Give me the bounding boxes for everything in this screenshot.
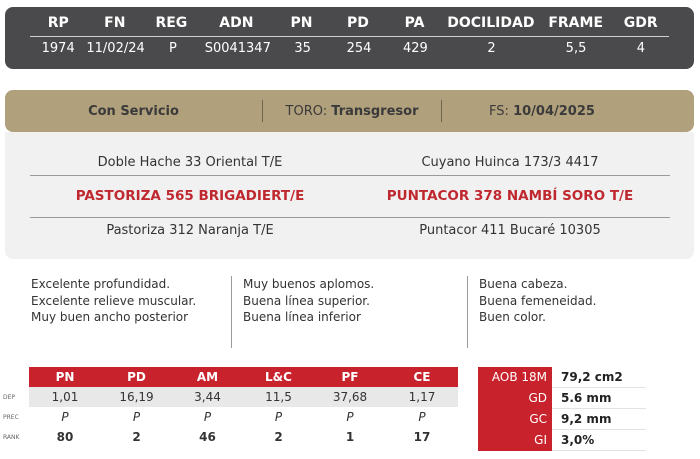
carcass-key-gi: GI (478, 430, 552, 451)
description-divider (231, 276, 232, 348)
header-reg: REG (155, 15, 188, 31)
header-adn: ADN (219, 15, 254, 31)
value-rp: 1974 (41, 41, 75, 56)
fs-label: FS: (489, 103, 509, 119)
value-gdr: 4 (636, 41, 645, 56)
value-pn: 35 (294, 41, 311, 56)
value-adn: S0041347 (204, 41, 271, 56)
dep-ce: 1,17 (386, 387, 458, 407)
header-gdr: GDR (623, 15, 658, 31)
prec-pn: P (29, 407, 101, 427)
animal-id-value-row (30, 41, 669, 56)
prec-ce: P (386, 407, 458, 427)
carcass-key-gc: GC (478, 409, 552, 430)
row-label-rank: RANK (3, 434, 20, 441)
animal-id-table (5, 7, 694, 69)
carcass-value-gc: 9,2 mm (552, 409, 646, 430)
dep-pd: 16,19 (101, 387, 172, 407)
rank-am: 46 (172, 427, 243, 447)
service-bar (5, 90, 694, 132)
value-fn: 11/02/24 (86, 41, 145, 56)
toro-label: TORO: (285, 103, 328, 119)
service-fs (442, 104, 642, 119)
description-line: Buena cabeza. (479, 277, 568, 291)
description-line: Muy buen ancho posterior (31, 310, 189, 324)
value-reg: P (169, 41, 177, 56)
pedigree-sire-sire: Doble Hache 33 Oriental T/E (97, 155, 283, 170)
description-column-3 (479, 276, 679, 348)
header-pn: PN (290, 15, 313, 31)
description-line: Buen color. (479, 310, 546, 324)
fs-date: 10/04/2025 (513, 103, 595, 119)
toro-name: Transgresor (331, 103, 419, 119)
carcass-key-gd: GD (478, 388, 552, 409)
value-frame: 5,5 (565, 41, 587, 56)
pedigree-dam-sire: Cuyano Huinca 173/3 4417 (421, 155, 599, 170)
service-status: Con Servicio (88, 103, 179, 119)
value-docilidad: 2 (487, 41, 496, 56)
carcass-value-gd: 5.6 mm (552, 388, 646, 409)
rank-ce: 17 (386, 427, 458, 447)
header-docilidad: DOCILIDAD (447, 15, 535, 31)
carcass-value-gi: 3,0% (552, 430, 646, 451)
pedigree-divider (30, 175, 670, 176)
header-pd: PD (347, 15, 369, 31)
stats-header-ce: CE (386, 367, 458, 387)
description-line: Muy buenos aplomos. (243, 277, 375, 291)
prec-am: P (172, 407, 243, 427)
header-pa: PA (404, 15, 425, 31)
animal-id-header-row (30, 15, 669, 37)
description-divider (467, 276, 468, 348)
pedigree-sire-dam: Pastoriza 312 Naranja T/E (106, 223, 274, 238)
pedigree-dam-dam: Puntacor 411 Bucaré 10305 (419, 223, 601, 238)
description-column-2 (243, 276, 458, 348)
stats-header-pf: PF (314, 367, 386, 387)
service-toro (263, 104, 441, 119)
prec-pd: P (101, 407, 172, 427)
row-label-prec: PREC (3, 414, 19, 421)
row-label-dep: DEP (3, 394, 16, 401)
carcass-key-aob: AOB 18M (478, 367, 552, 388)
rank-pd: 2 (101, 427, 172, 447)
rank-pn: 80 (29, 427, 101, 447)
stats-header-pn: PN (29, 367, 101, 387)
header-frame: FRAME (548, 15, 604, 31)
stats-header-am: AM (172, 367, 243, 387)
stats-header-pd: PD (101, 367, 172, 387)
description-line: Excelente profundidad. (31, 277, 171, 291)
dep-pf: 37,68 (314, 387, 386, 407)
dep-am: 3,44 (172, 387, 243, 407)
description-line: Buena femeneidad. (479, 293, 597, 308)
header-fn: FN (104, 15, 126, 31)
value-pd: 254 (346, 41, 372, 56)
pedigree-panel (5, 132, 694, 259)
description-line: Buena línea superior. (243, 293, 370, 308)
stats-header-lc: L&C (243, 367, 314, 387)
pedigree-divider (30, 217, 670, 218)
header-rp: RP (47, 15, 69, 31)
dep-lc: 11,5 (243, 387, 314, 407)
carcass-value-aob: 79,2 cm2 (552, 367, 646, 388)
rank-lc: 2 (243, 427, 314, 447)
prec-pf: P (314, 407, 386, 427)
dep-pn: 1,01 (29, 387, 101, 407)
value-pa: 429 (402, 41, 428, 56)
description-column-1 (31, 276, 226, 348)
rank-pf: 1 (314, 427, 386, 447)
pedigree-dam: PUNTACOR 378 NAMBÍ SORO T/E (386, 188, 634, 204)
description-line: Excelente relieve muscular. (31, 293, 197, 308)
pedigree-sire: PASTORIZA 565 BRIGADIERT/E (75, 188, 305, 204)
prec-lc: P (243, 407, 314, 427)
description-line: Buena línea inferior (243, 310, 361, 324)
